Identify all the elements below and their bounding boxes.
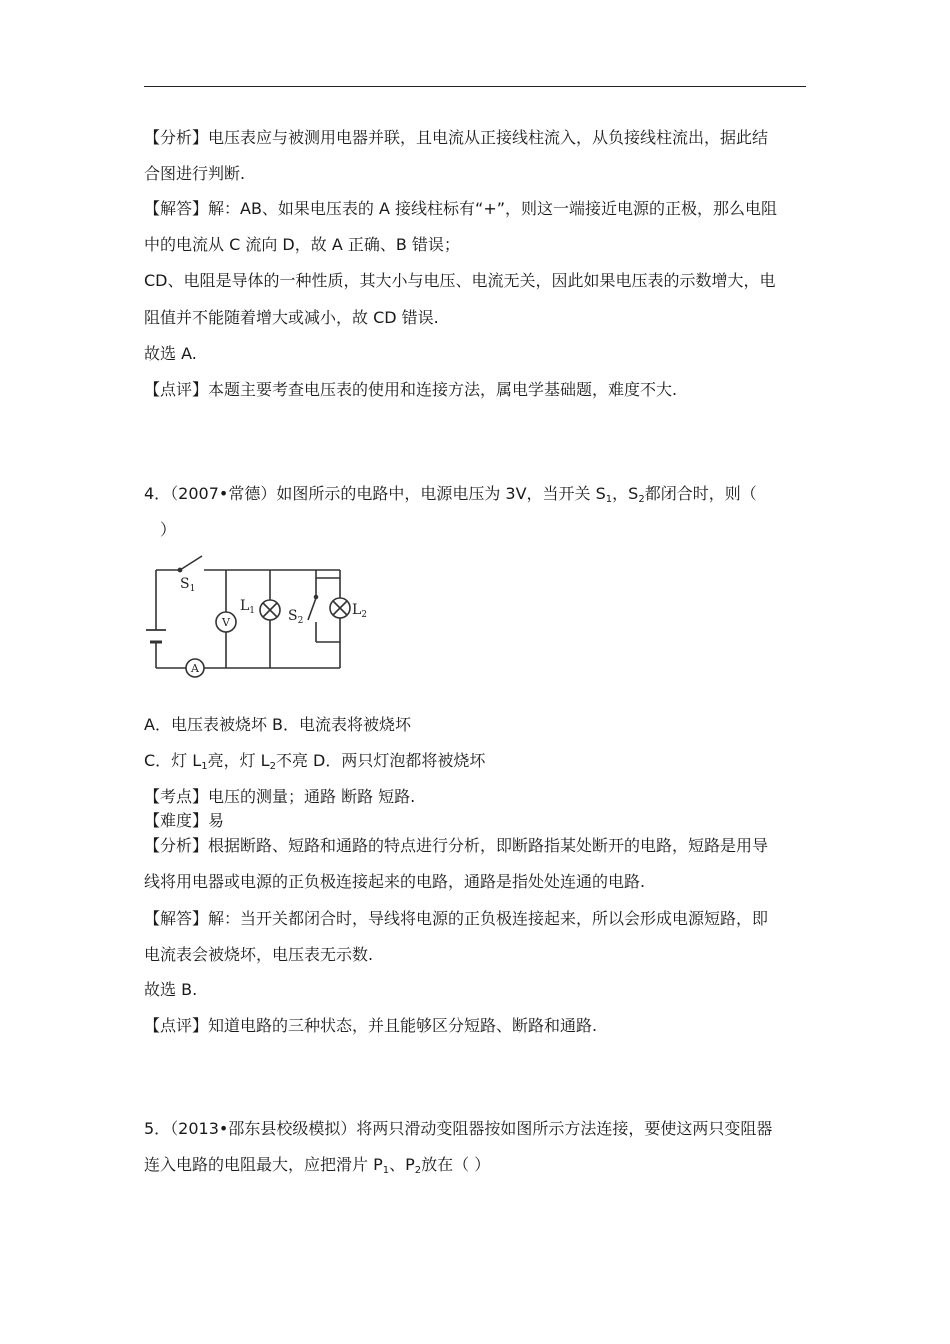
switch-s2-blade [308,598,316,620]
q4-comment: 【点评】知道电路的三种状态，并且能够区分短路、断路和通路. [144,1016,598,1035]
q4-options-line-1: A．电压表被烧坏 B．电流表将被烧坏 [144,715,412,734]
label-s1: $S_1$ [180,576,196,594]
q3-analysis-line-1: 【分析】电压表应与被测用电器并联，且电流从正接线柱流入，从负接线柱流出，据此结 [144,128,769,147]
q4-stem-line-2: ） [160,520,177,539]
ammeter-letter: A [191,662,199,675]
q5-stem-line-2: 连入电路的电阻最大，应把滑片 $P_1$、$P_2$放在（ ） [144,1155,491,1176]
label-l1: $L_1$ [240,598,256,616]
header-rule [144,86,806,87]
q3-answer-line-2: 中的电流从 C 流向 D，故 A 正确、B 错误； [144,235,460,254]
q4-options-line-2: C．灯 $L_1$亮，灯 $L_2$不亮 D．两只灯泡都将被烧坏 [144,751,486,772]
q3-answer-line-3: CD、电阻是导体的一种性质，其大小与电压、电流无关，因此如果电压表的示数增大，电 [144,271,776,290]
q5-stem-line-1: 5．（2013•邵东县校级模拟）将两只滑动变阻器按如图所示方法连接，要使这两只变阻器 [144,1119,773,1138]
q4-difficulty: 【难度】易 [144,811,225,830]
q4-answer-line-2: 电流表会被烧坏，电压表无示数. [144,945,374,964]
switch-s2-contact [315,596,318,599]
switch-s1-blade [180,556,202,570]
switch-s1-pivot [178,568,181,571]
q3-comment: 【点评】本题主要考查电压表的使用和连接方法，属电学基础题，难度不大. [144,380,678,399]
q4-choice: 故选 B. [144,980,198,999]
q4-analysis-line-1: 【分析】根据断路、短路和通路的特点进行分析，即断路指某处断开的电路，短路是用导 [144,836,769,855]
q4-stem-line-1: 4．（2007•常德）如图所示的电路中，电源电压为 3V，当开关 $S_1$，$S_2$都闭合时，则（ [144,484,757,505]
q4-answer-line-1: 【解答】解：当开关都闭合时，导线将电源的正负极连接起来，所以会形成电源短路，即 [144,909,769,928]
q4-point: 【考点】电压的测量；通路 断路 短路. [144,787,416,806]
circuit-diagram [140,548,380,684]
q3-choice: 故选 A. [144,344,197,363]
voltmeter-letter: V [222,616,230,629]
label-l2: $L_2$ [352,602,368,620]
q3-answer-line-4: 阻值并不能随着增大或减小，故 CD 错误. [144,308,439,327]
q3-analysis-line-2: 合图进行判断. [144,164,246,183]
label-s2: $S_2$ [288,608,304,626]
q4-analysis-line-2: 线将用电器或电源的正负极连接起来的电路，通路是指处处连通的电路. [144,872,646,891]
q3-answer-line-1: 【解答】解：AB、如果电压表的 A 接线柱标有“+”，则这一端接近电源的正极，那么电阻 [144,199,778,218]
